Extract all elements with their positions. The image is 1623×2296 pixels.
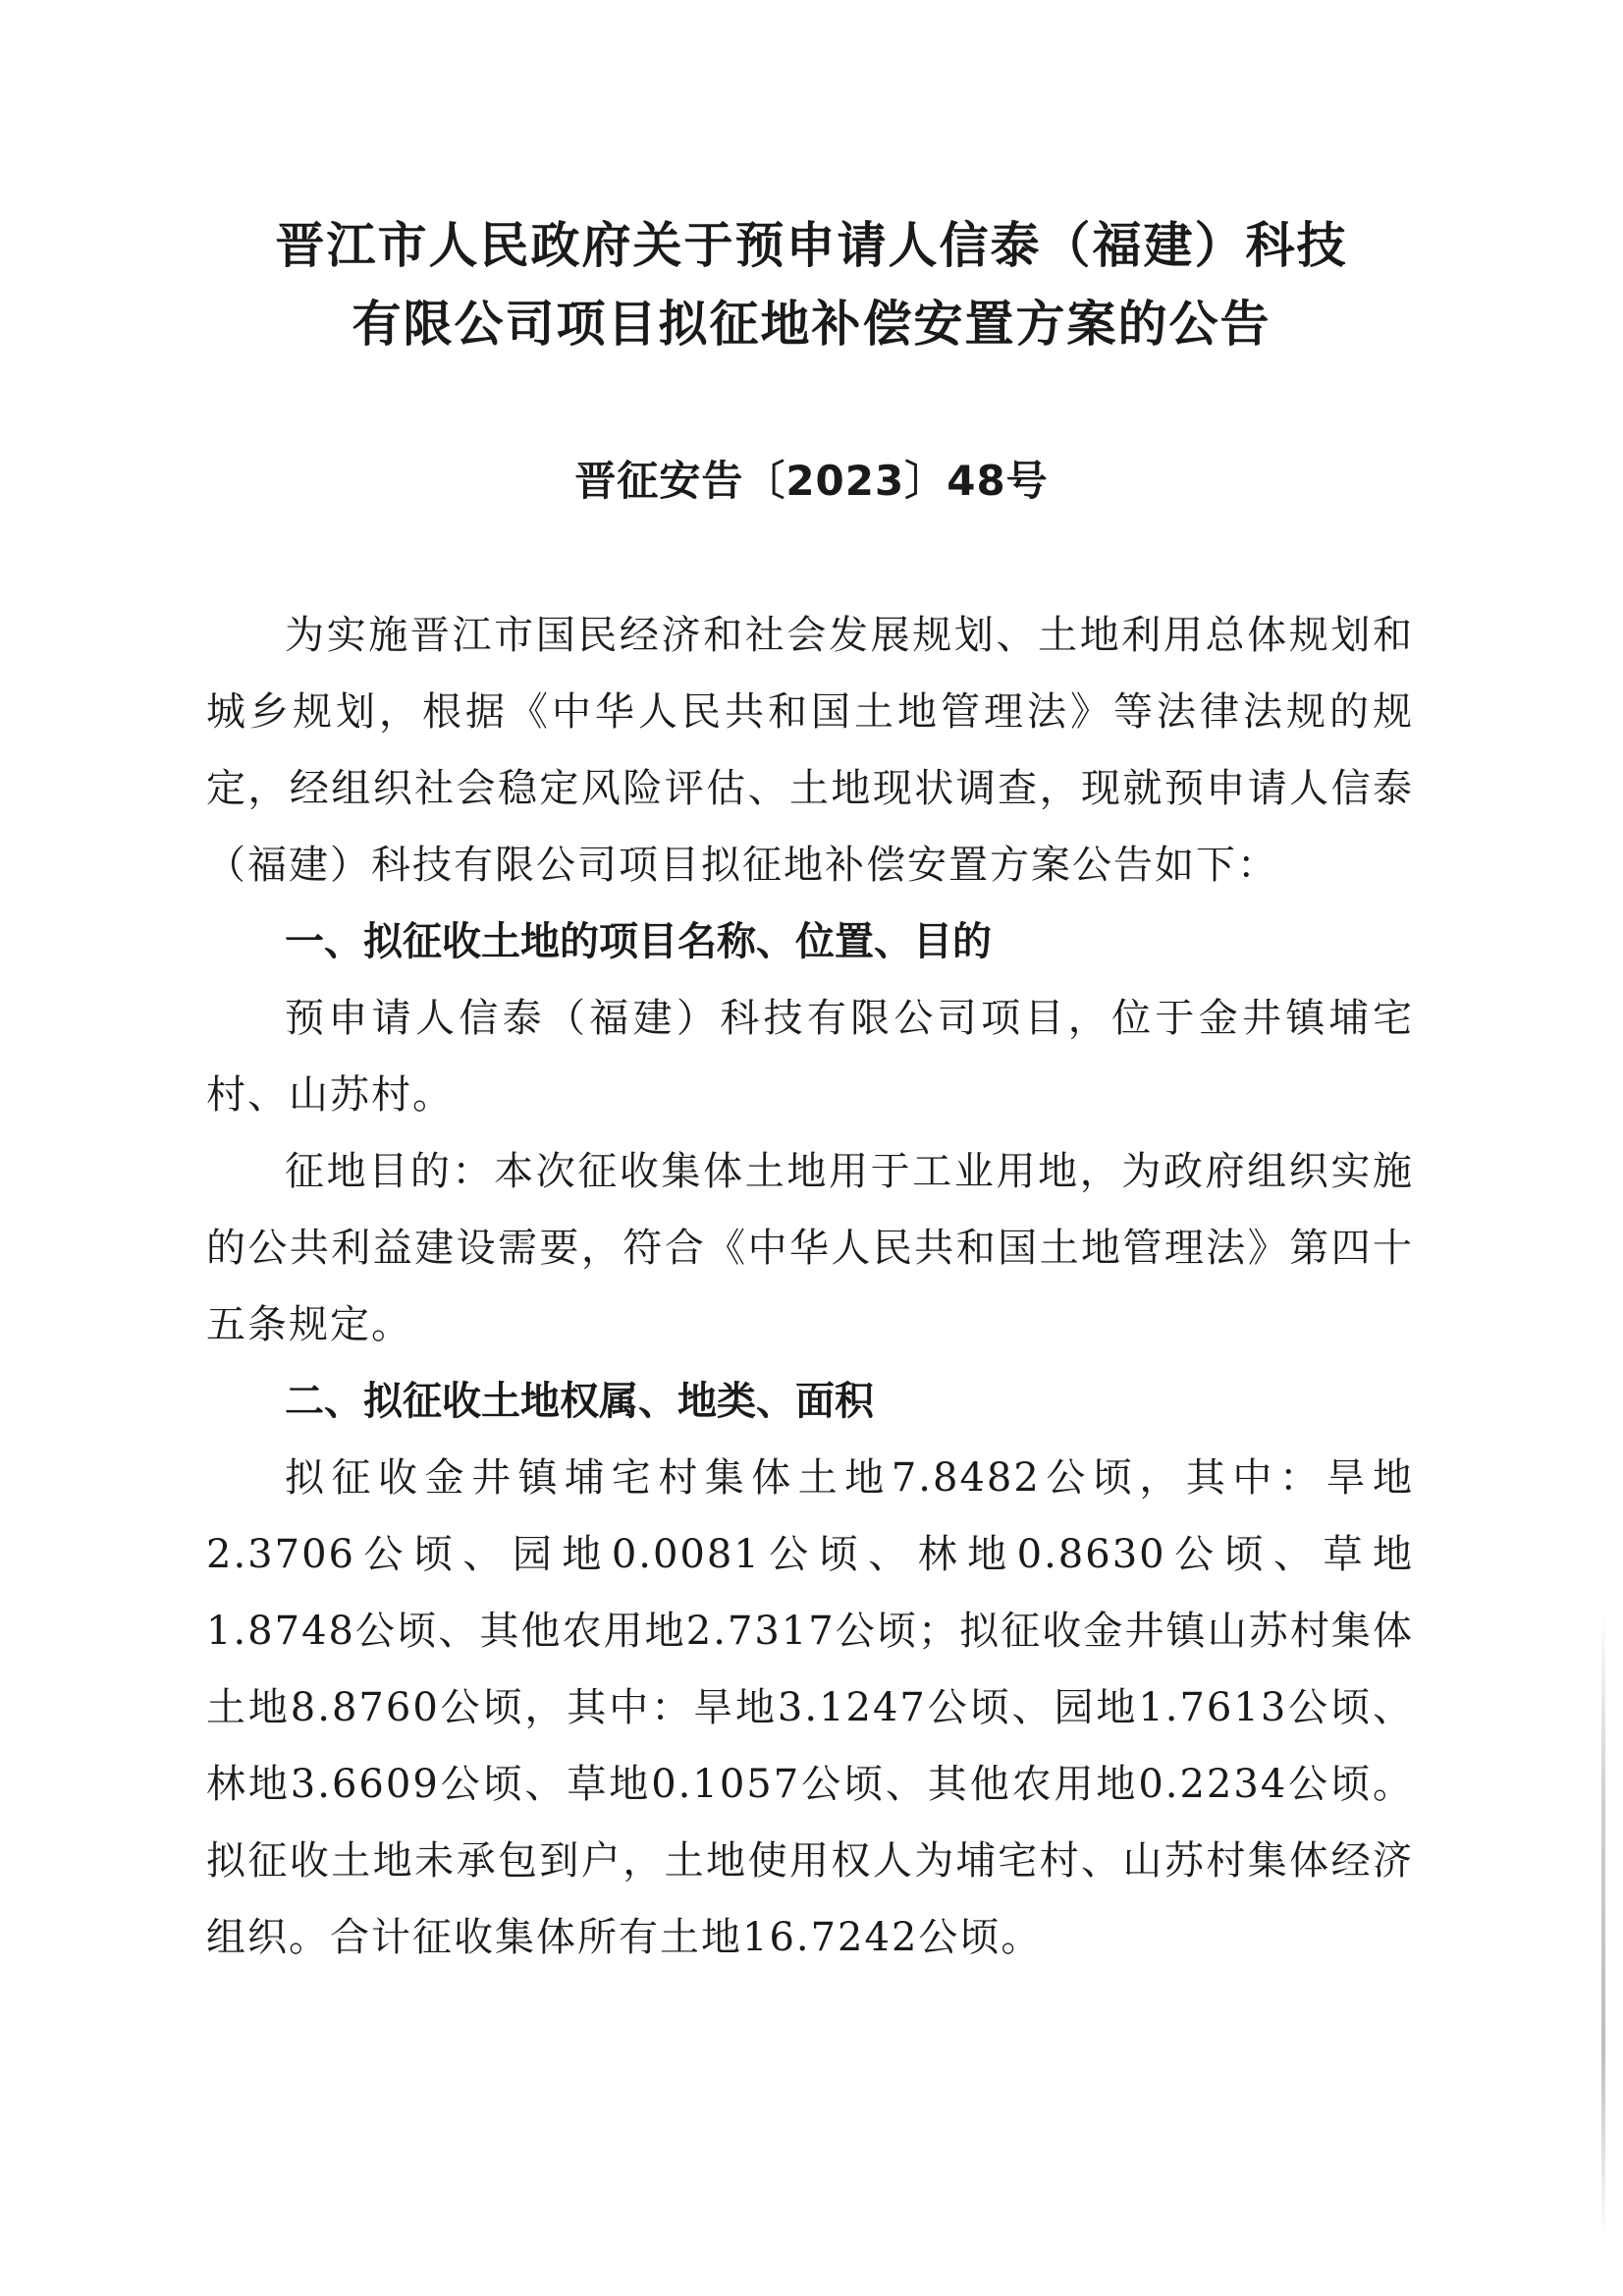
title-line-2: 有限公司项目拟征地补偿安置方案的公告: [352, 296, 1271, 353]
section-1-heading: 一、拟征收土地的项目名称、位置、目的: [285, 919, 992, 964]
title-line-1: 晋江市人民政府关于预申请人信泰（福建）科技: [275, 217, 1348, 274]
section-2-heading: 二、拟征收土地权属、地类、面积: [285, 1379, 874, 1424]
scan-edge-shadow: [1601, 1611, 1605, 2239]
intro-paragraph: 为实施晋江市国民经济和社会发展规划、土地利用总体规划和城乡规划，根据《中华人民共和国土地管理法》等法律法规的规定，经组织社会稳定风险评估、土地现状调查，现就预申请人信泰（福建）科技有限公司项目拟征地补偿安置方案公告如下：: [206, 613, 1414, 888]
section-1-paragraph-2: 征地目的：本次征收集体土地用于工业用地，为政府组织实施的公共利益建设需要，符合《中华人民共和国土地管理法》第四十五条规定。: [206, 1149, 1414, 1347]
page-title: [0, 206, 1623, 363]
section-2-paragraph-1: 拟征收金井镇埔宅村集体土地7.8482公顷，其中：旱地2.3706公顷、园地0.0081公顷、林地0.8630公顷、草地1.8748公顷、其他农用地2.7317公顷；拟征收金井镇山苏村集体土地8.8760公顷，其中：旱地3.1247公顷、园地1.7613公顷、林地3.6609公顷、草地0.1057公顷、其他农用地0.2234公顷。拟征收土地未承包到户，土地使用权人为埔宅村、山苏村集体经济组织。合计征收集体所有土地16.7242公顷。: [206, 1455, 1414, 1960]
document-body: [206, 597, 1414, 1976]
section-1-paragraph-1: 预申请人信泰（福建）科技有限公司项目，位于金井镇埔宅村、山苏村。: [206, 996, 1414, 1118]
document-number: 晋征安告〔2023〕48号: [574, 457, 1049, 505]
